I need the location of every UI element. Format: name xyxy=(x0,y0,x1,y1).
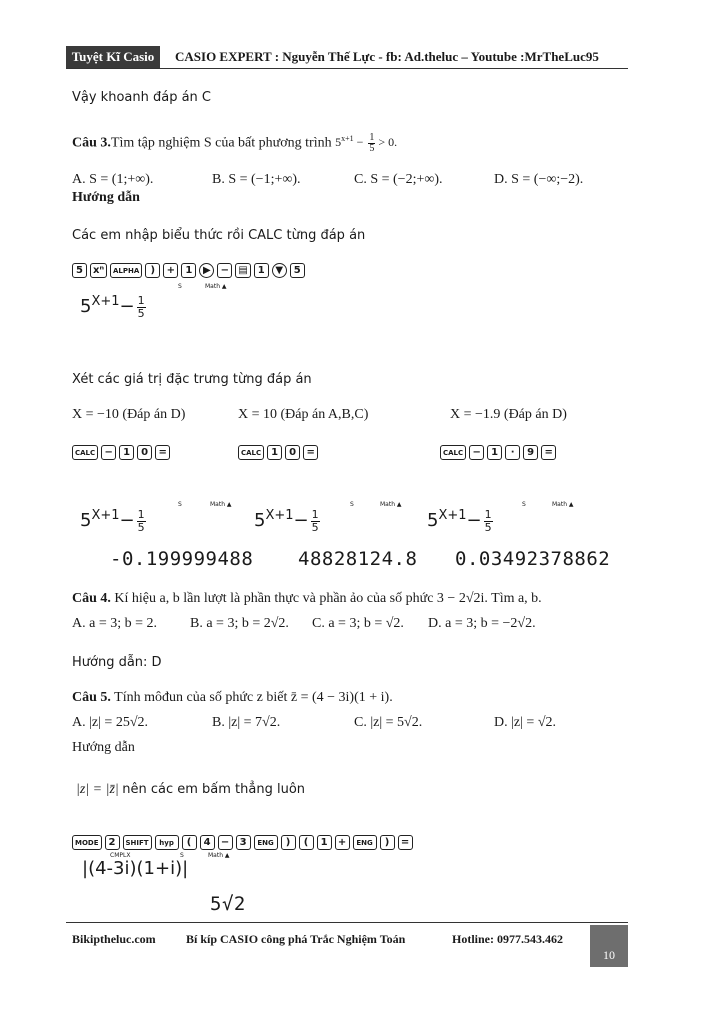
q5-option-c: C. |z| = 5√2. xyxy=(354,715,423,730)
q4-label: Câu 4. xyxy=(72,591,111,606)
key-eng: ENG xyxy=(353,835,377,850)
key-right-arrow: ▶ xyxy=(199,263,214,278)
q5-option-d: D. |z| = √2. xyxy=(494,715,557,730)
case-3-keys xyxy=(440,445,556,460)
indicator-s: S xyxy=(522,501,526,508)
key-2: 2 xyxy=(105,835,120,850)
q5-result: 5√2 xyxy=(210,893,246,915)
footer-hotline: Hotline: 0977.543.462 xyxy=(452,932,563,946)
q5-screen-expression: |(4-3i)(1+i)| xyxy=(82,858,189,879)
footer-title: Bí kíp CASIO công phá Trắc Nghiệm Toán xyxy=(186,932,406,946)
indicator-s: S xyxy=(178,501,182,508)
case-2-result: 48828124.8 xyxy=(298,548,418,570)
q3-key-sequence xyxy=(72,263,305,278)
key-3: 3 xyxy=(236,835,251,850)
indicator-math: Math ▲ xyxy=(210,501,232,508)
key-1: 1 xyxy=(317,835,332,850)
key-power: xⁿ xyxy=(90,263,107,278)
key-calc: CALC xyxy=(238,445,264,460)
key-equals: = xyxy=(303,445,318,460)
case-1-keys xyxy=(72,445,170,460)
key-1: 1 xyxy=(181,263,196,278)
key-hyp: hyp xyxy=(155,835,179,850)
header-text: CASIO EXPERT : Nguyễn Thế Lực - fb: Ad.theluc – Youtube :MrTheLuc95 xyxy=(175,49,599,64)
q4-option-d: D. a = 3; b = −2√2. xyxy=(428,616,536,631)
header-divider xyxy=(66,68,628,69)
key-close-paren: ) xyxy=(380,835,395,850)
key-alpha: ALPHA xyxy=(110,263,142,278)
key-1: 1 xyxy=(254,263,269,278)
key-5: 5 xyxy=(72,263,87,278)
key-5: 5 xyxy=(290,263,305,278)
key-minus: − xyxy=(469,445,484,460)
key-equals: = xyxy=(541,445,556,460)
case-2-screen-expression: $5^{X+1}-$ $\frac{1}{5}$ xyxy=(254,507,319,534)
header-label: Tuyệt Kĩ Casio xyxy=(66,46,160,68)
key-1: 1 xyxy=(267,445,282,460)
key-open-paren: ( xyxy=(182,835,197,850)
q5-guide: Hướng dẫn xyxy=(72,740,135,755)
q3-guide: Hướng dẫn xyxy=(72,190,140,205)
case-3-result: 0.03492378862 xyxy=(455,548,611,570)
key-1: 1 xyxy=(119,445,134,460)
indicator-s: S xyxy=(178,283,182,290)
indicator-math: Math ▲ xyxy=(208,852,230,859)
q5-option-a: A. |z| = 25√2. xyxy=(72,715,149,730)
case-3-screen-expression: $5^{X+1}-$ $\frac{1}{5}$ xyxy=(427,507,492,534)
key-0: 0 xyxy=(285,445,300,460)
q3-option-a: A. S = (1;+∞). xyxy=(72,172,154,187)
q4-stem xyxy=(72,591,542,607)
indicator-math: Math ▲ xyxy=(380,501,402,508)
q4-option-a: A. a = 3; b = 2. xyxy=(72,616,158,631)
case-1-label: X = −10 (Đáp án D) xyxy=(72,407,186,422)
q4-option-c: C. a = 3; b = √2. xyxy=(312,616,404,631)
key-equals: = xyxy=(398,835,413,850)
case-2-label: X = 10 (Đáp án A,B,C) xyxy=(238,407,369,422)
key-minus: − xyxy=(217,263,232,278)
key-1: 1 xyxy=(487,445,502,460)
q3-instruction: Các em nhập biểu thức rồi CALC từng đáp án xyxy=(72,228,366,243)
q3-stem-text: Tìm tập nghiệm S của bất phương trình xyxy=(110,135,332,151)
q3-label: Câu 3. xyxy=(72,135,111,151)
key-minus: − xyxy=(101,445,116,460)
key-0: 0 xyxy=(137,445,152,460)
key-calc: CALC xyxy=(440,445,466,460)
case-2-keys xyxy=(238,445,318,460)
key-plus: + xyxy=(335,835,350,850)
footer-divider xyxy=(66,922,628,923)
page-number: 10 xyxy=(590,925,628,967)
q4-guide: Hướng dẫn: D xyxy=(72,655,162,670)
q3-option-c: C. S = (−2;+∞). xyxy=(354,172,443,187)
q5-stem-text: Tính môđun của số phức z biết z̄ = (4 − 3i)(1 + i). xyxy=(114,690,393,705)
key-fraction: ▤ xyxy=(235,263,250,278)
q4-option-b: B. a = 3; b = 2√2. xyxy=(190,616,289,631)
indicator-cmplx: CMPLX xyxy=(110,852,131,859)
q3-inequality: $5^{x+1}$ − $\frac{1}{5}$ > 0. xyxy=(335,132,398,154)
key-9: 9 xyxy=(523,445,538,460)
q5-label: Câu 5. xyxy=(72,690,111,705)
key-close-paren: ) xyxy=(281,835,296,850)
q5-key-sequence xyxy=(72,835,413,850)
key-shift: SHIFT xyxy=(123,835,152,850)
q5-note: nên các em bấm thẳng luôn xyxy=(122,782,306,797)
q3-option-b: B. S = (−1;+∞). xyxy=(212,172,301,187)
q5-option-b: B. |z| = 7√2. xyxy=(212,715,281,730)
indicator-s: S xyxy=(350,501,354,508)
key-4: 4 xyxy=(200,835,215,850)
case-3-label: X = −1.9 (Đáp án D) xyxy=(450,407,567,422)
case-1-result: -0.199999488 xyxy=(110,548,254,570)
q5-note-formula: |z| = |z̄| xyxy=(76,782,119,797)
key-mode: MODE xyxy=(72,835,102,850)
key-equals: = xyxy=(155,445,170,460)
key-eng: ENG xyxy=(254,835,278,850)
q3-stem xyxy=(72,133,397,154)
key-down-arrow: ▼ xyxy=(272,263,287,278)
key-close-paren: ) xyxy=(145,263,160,278)
q4-stem-text: Kí hiệu a, b lần lượt là phần thực và phần ảo của số phức 3 − 2√2i. Tìm a, b. xyxy=(114,591,542,606)
key-calc: CALC xyxy=(72,445,98,460)
q5-stem xyxy=(72,690,393,706)
indicator-math: Math ▲ xyxy=(552,501,574,508)
key-open-paren: ( xyxy=(299,835,314,850)
q5-note-line xyxy=(76,782,305,798)
footer-site: Bikiptheluc.com xyxy=(72,932,156,946)
key-decimal-point: · xyxy=(505,445,520,460)
key-minus: − xyxy=(218,835,233,850)
case-1-screen-expression: $5^{X+1}-$ $\frac{1}{5}$ xyxy=(80,507,145,534)
q3-screen-expression: $5^{X+1}-$ $\frac{1}{5}$ xyxy=(80,293,145,320)
indicator-s: S xyxy=(180,852,184,859)
key-plus: + xyxy=(163,263,178,278)
indicator-math: Math ▲ xyxy=(205,283,227,290)
q3-option-d: D. S = (−∞;−2). xyxy=(494,172,584,187)
q3-consider: Xét các giá trị đặc trưng từng đáp án xyxy=(72,372,312,387)
intro-text: Vậy khoanh đáp án C xyxy=(72,90,212,105)
